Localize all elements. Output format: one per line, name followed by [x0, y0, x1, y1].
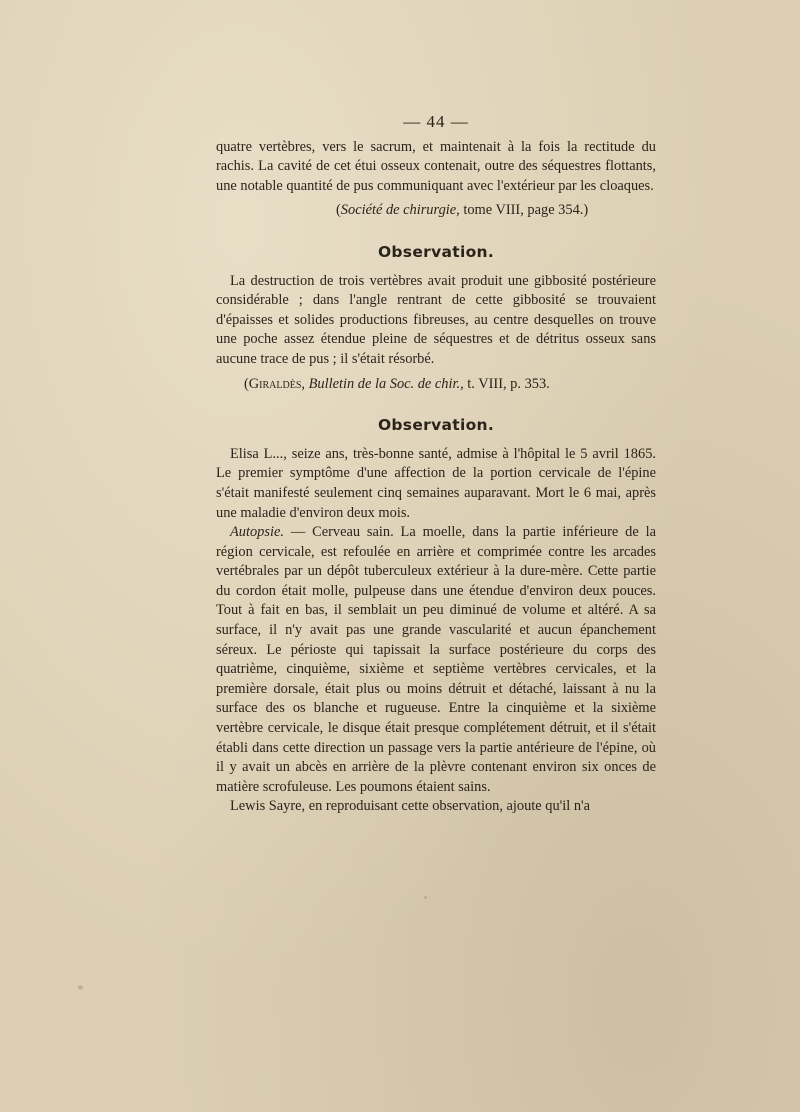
citation-societe	[216, 201, 656, 221]
citation-ref: tome VIII, page 354.)	[459, 202, 589, 219]
paragraph-continuation: quatre vertèbres, vers le sacrum, et maintenait à la fois la rectitude du rachis. La cavité de cet étui osseux contenait, outre des séquestres flottants, une notable quantité de pus communiquant avec l'extérieur par les cloaques.	[216, 138, 656, 194]
citation-source: Société de chirurgie,	[340, 202, 460, 219]
citation-ref: t. VIII, p. 353.	[463, 375, 550, 392]
page-content	[216, 112, 656, 817]
autopsy-lead: Autopsie.	[230, 524, 284, 541]
page-number: — 44 —	[403, 112, 469, 131]
citation-journal: Bulletin de la Soc. de chir.,	[305, 375, 464, 392]
foxing-spot	[424, 896, 427, 899]
foxing-spot	[78, 985, 83, 990]
paragraph-sayre: Lewis Sayre, en reproduisant cette observation, ajoute qu'il n'a	[230, 798, 591, 815]
section-heading-observation-2: Observation.	[377, 416, 495, 435]
paragraph-case-intro: Elisa L..., seize ans, très-bonne santé, admise à l'hôpital le 5 avril 1865. Le premier symptôme d'une affection de la portion cervicale de l'épine s'était manifesté seulement cinq semaines auparavant. Mort le 6 mai, après une maladie d'environ deux mois.	[216, 445, 656, 521]
citation-open: (	[336, 202, 341, 219]
paragraph-autopsy	[216, 523, 656, 797]
paragraph-observation-1: La destruction de trois vertèbres avait produit une gibbosité postérieure considérable ; dans l'angle rentrant de cette gibbosité se trouvaient d'épaisses et solides productions fibreuses, au centre desquelles on trouve une poche assez étendue pleine de séquestres et de détritus osseux sans aucune trace de pus ; il s'était résorbé.	[216, 272, 656, 367]
citation-giraldes	[216, 375, 656, 395]
section-heading-observation-1: Observation.	[377, 242, 495, 261]
citation-author: (Giraldès,	[244, 375, 306, 392]
autopsy-text: — Cerveau sain. La moelle, dans la partie inférieure de la région cervicale, est refoulée en arrière et comprimée contre les arcades vertébrales par un dépôt tuberculeux extérieur à la dure-mère. Cette partie du cordon était molle, pulpeuse dans une étendue d'environ deux pouces. Tout à fait en bas, il semblait un peu diminué de volume et altéré. A sa surface, il n'y avait pas une grande vascularité et aucun épanchement séreux. Le périoste qui tapissait la surface postérieure du corps des quatrième, cinquième, sixième et septième vertèbres cervicales, et la première dorsale, était plus ou moins détruit et détaché, laissant à nu la surface des os blanche et rugueuse. Entre la cinquième et la sixième vertèbre cervicale, le disque était presque complétement détruit, et il s'était établi dans cette direction un passage vers la partie antérieure de l'épine, où il y avait un abcès en arrière de la plèvre contenant environ six onces de matière scrofuleuse. Les poumons étaient sains.	[216, 524, 656, 795]
